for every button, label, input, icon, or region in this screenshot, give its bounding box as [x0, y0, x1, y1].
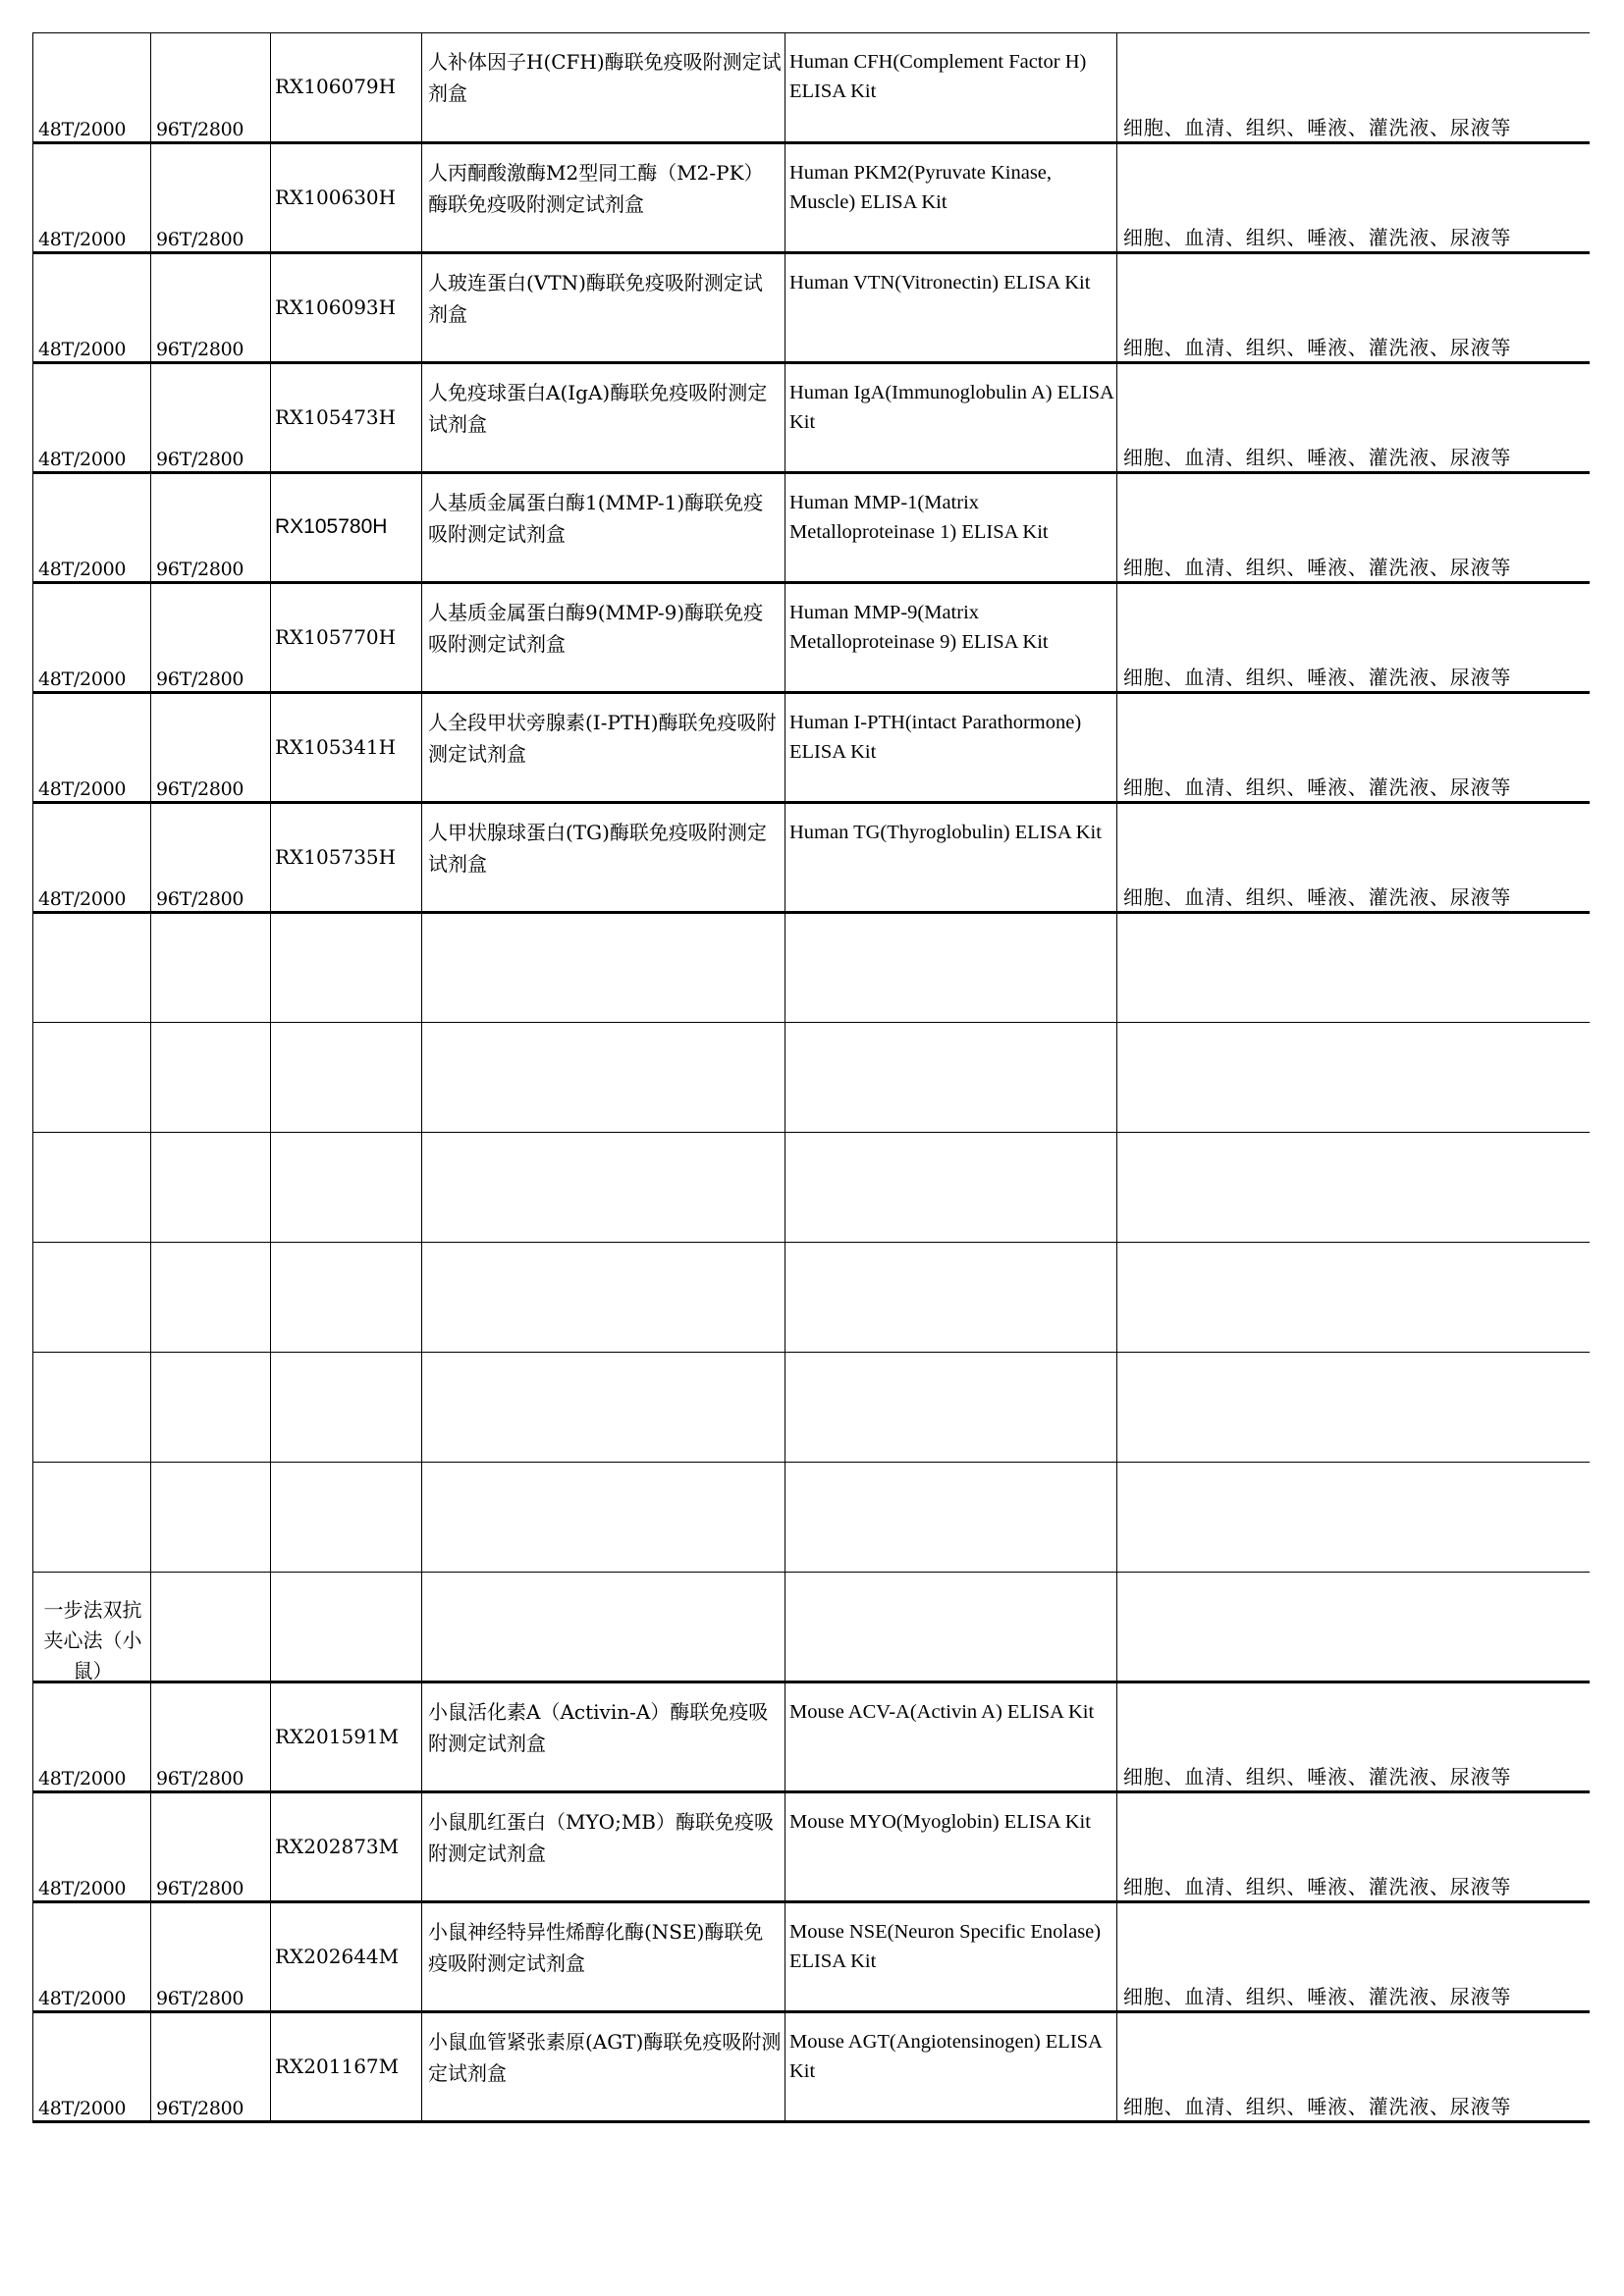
blank-row	[33, 1243, 1590, 1353]
product-name-en: Mouse AGT(Angiotensinogen) ELISA Kit	[789, 2031, 1102, 2082]
code-cell	[271, 253, 422, 363]
name-cn-cell	[422, 803, 785, 913]
pack-small: 48T/2000	[38, 778, 127, 800]
name-en-cell	[785, 583, 1117, 693]
pack-large-cell	[151, 693, 271, 803]
pack-large-cell	[151, 1682, 271, 1792]
product-code: RX202873M	[275, 1835, 400, 1858]
name-en-cell	[785, 363, 1117, 473]
pack-small-cell	[33, 1682, 151, 1792]
blank-row	[33, 1023, 1590, 1133]
pack-large: 96T/2800	[156, 1878, 244, 1899]
code-cell	[271, 33, 422, 143]
pack-small-cell	[33, 693, 151, 803]
table-row	[33, 473, 1590, 583]
name-cn-cell	[422, 473, 785, 583]
pack-large-cell	[151, 2012, 271, 2122]
sample-types: 细胞、血清、组织、唾液、灌洗液、尿液等	[1123, 116, 1512, 139]
blank-row	[33, 1463, 1590, 1573]
pack-small-cell	[33, 1792, 151, 1902]
samples-cell	[1117, 1902, 1590, 2012]
pack-small: 48T/2000	[38, 1878, 127, 1899]
product-code: RX202644M	[275, 1945, 400, 1968]
pack-small-cell	[33, 803, 151, 913]
table-row	[33, 693, 1590, 803]
name-en-cell	[785, 1682, 1117, 1792]
product-name-en: Human IgA(Immunoglobulin A) ELISA Kit	[789, 382, 1113, 433]
name-cn-cell	[422, 1792, 785, 1902]
pack-large: 96T/2800	[156, 778, 244, 800]
sample-types: 细胞、血清、组织、唾液、灌洗液、尿液等	[1123, 666, 1512, 689]
product-name-cn: 人基质金属蛋白酶1(MMP-1)酶联免疫吸附测定试剂盒	[428, 491, 764, 546]
pack-small: 48T/2000	[38, 119, 127, 140]
product-name-en: Human CFH(Complement Factor H) ELISA Kit	[789, 51, 1087, 102]
table-row	[33, 143, 1590, 253]
sample-types: 细胞、血清、组织、唾液、灌洗液、尿液等	[1123, 775, 1512, 799]
name-en-cell	[785, 2012, 1117, 2122]
samples-cell	[1117, 2012, 1590, 2122]
product-name-cn: 人甲状腺球蛋白(TG)酶联免疫吸附测定试剂盒	[428, 821, 767, 876]
samples-cell	[1117, 33, 1590, 143]
pack-large-cell	[151, 473, 271, 583]
product-name-cn: 小鼠活化素A（Activin-A）酶联免疫吸附测定试剂盒	[428, 1700, 769, 1755]
product-name-en: Mouse NSE(Neuron Specific Enolase) ELISA Kit	[789, 1921, 1102, 1972]
samples-cell	[1117, 473, 1590, 583]
name-cn-cell	[422, 1682, 785, 1792]
code-cell	[271, 583, 422, 693]
product-code: RX105735H	[275, 845, 397, 869]
name-cn-cell	[422, 253, 785, 363]
table-row	[33, 583, 1590, 693]
pack-small-cell	[33, 363, 151, 473]
name-en-cell	[785, 693, 1117, 803]
sample-types: 细胞、血清、组织、唾液、灌洗液、尿液等	[1123, 1765, 1512, 1789]
name-cn-cell	[422, 2012, 785, 2122]
code-cell	[271, 1792, 422, 1902]
pack-small: 48T/2000	[38, 229, 127, 250]
section-label: 一步法双抗夹心法（小鼠）	[43, 1598, 142, 1682]
pack-large-cell	[151, 803, 271, 913]
samples-cell	[1117, 1792, 1590, 1902]
product-name-en: Human VTN(Vitronectin) ELISA Kit	[789, 272, 1091, 294]
product-name-cn: 人免疫球蛋白A(IgA)酶联免疫吸附测定试剂盒	[428, 381, 768, 436]
product-table	[32, 32, 1590, 2123]
pack-large: 96T/2800	[156, 339, 244, 360]
samples-cell	[1117, 583, 1590, 693]
blank-row	[33, 913, 1590, 1023]
name-en-cell	[785, 473, 1117, 583]
name-en-cell	[785, 1902, 1117, 2012]
product-name-en: Mouse ACV-A(Activin A) ELISA Kit	[789, 1701, 1095, 1723]
product-name-en: Human MMP-1(Matrix Metalloproteinase 1) ELISA Kit	[789, 492, 1049, 543]
pack-large: 96T/2800	[156, 668, 244, 690]
pack-small-cell	[33, 253, 151, 363]
pack-small: 48T/2000	[38, 339, 127, 360]
product-code: RX105770H	[275, 625, 397, 649]
samples-cell	[1117, 253, 1590, 363]
product-name-cn: 人玻连蛋白(VTN)酶联免疫吸附测定试剂盒	[428, 271, 763, 326]
pack-large-cell	[151, 143, 271, 253]
pack-large: 96T/2800	[156, 2098, 244, 2119]
product-name-cn: 人补体因子H(CFH)酶联免疫吸附测定试剂盒	[428, 50, 782, 105]
pack-large-cell	[151, 253, 271, 363]
pack-large: 96T/2800	[156, 119, 244, 140]
pack-small-cell	[33, 33, 151, 143]
code-cell	[271, 1682, 422, 1792]
pack-small: 48T/2000	[38, 559, 127, 580]
product-name-en: Mouse MYO(Myoglobin) ELISA Kit	[789, 1811, 1091, 1833]
product-code: RX100630H	[275, 186, 397, 209]
table-row	[33, 253, 1590, 363]
product-name-cn: 人丙酮酸激酶M2型同工酶（M2-PK）酶联免疫吸附测定试剂盒	[428, 161, 764, 216]
sample-types: 细胞、血清、组织、唾液、灌洗液、尿液等	[1123, 446, 1512, 469]
sample-types: 细胞、血清、组织、唾液、灌洗液、尿液等	[1123, 2095, 1512, 2118]
product-code: RX106079H	[275, 75, 397, 98]
table-row	[33, 803, 1590, 913]
pack-large-cell	[151, 363, 271, 473]
pack-small-cell	[33, 2012, 151, 2122]
table-row	[33, 1902, 1590, 2012]
product-code: RX201591M	[275, 1725, 400, 1748]
table-row	[33, 2012, 1590, 2122]
name-cn-cell	[422, 363, 785, 473]
code-cell	[271, 2012, 422, 2122]
product-code: RX106093H	[275, 295, 397, 319]
sample-types: 细胞、血清、组织、唾液、灌洗液、尿液等	[1123, 226, 1512, 249]
pack-large: 96T/2800	[156, 1988, 244, 2009]
pack-small: 48T/2000	[38, 888, 127, 910]
name-en-cell	[785, 803, 1117, 913]
code-cell	[271, 473, 422, 583]
pack-small: 48T/2000	[38, 1768, 127, 1789]
name-cn-cell	[422, 1902, 785, 2012]
pack-large-cell	[151, 1902, 271, 2012]
pack-large-cell	[151, 33, 271, 143]
samples-cell	[1117, 143, 1590, 253]
name-en-cell	[785, 253, 1117, 363]
sample-types: 细胞、血清、组织、唾液、灌洗液、尿液等	[1123, 556, 1512, 579]
name-en-cell	[785, 143, 1117, 253]
name-cn-cell	[422, 693, 785, 803]
code-cell	[271, 693, 422, 803]
section-row	[33, 1573, 1590, 1682]
name-en-cell	[785, 1792, 1117, 1902]
product-code: RX201167M	[275, 2055, 400, 2078]
product-name-cn: 小鼠血管紧张素原(AGT)酶联免疫吸附测定试剂盒	[428, 2030, 782, 2085]
sample-types: 细胞、血清、组织、唾液、灌洗液、尿液等	[1123, 1985, 1512, 2008]
sample-types: 细胞、血清、组织、唾液、灌洗液、尿液等	[1123, 1875, 1512, 1898]
name-cn-cell	[422, 143, 785, 253]
code-cell	[271, 143, 422, 253]
product-name-en: Human I-PTH(intact Parathormone) ELISA Kit	[789, 712, 1082, 763]
product-table-body	[33, 33, 1590, 2122]
samples-cell	[1117, 693, 1590, 803]
product-name-en: Human MMP-9(Matrix Metalloproteinase 9) ELISA Kit	[789, 602, 1049, 653]
pack-large-cell	[151, 1792, 271, 1902]
product-code: RX105341H	[275, 735, 397, 759]
code-cell	[271, 803, 422, 913]
pack-small-cell	[33, 1902, 151, 2012]
product-name-cn: 人基质金属蛋白酶9(MMP-9)酶联免疫吸附测定试剂盒	[428, 601, 764, 656]
name-cn-cell	[422, 583, 785, 693]
pack-large: 96T/2800	[156, 559, 244, 580]
samples-cell	[1117, 803, 1590, 913]
pack-small: 48T/2000	[38, 668, 127, 690]
samples-cell	[1117, 1682, 1590, 1792]
pack-small: 48T/2000	[38, 2098, 127, 2119]
pack-large: 96T/2800	[156, 449, 244, 470]
pack-large: 96T/2800	[156, 888, 244, 910]
sample-types: 细胞、血清、组织、唾液、灌洗液、尿液等	[1123, 336, 1512, 359]
blank-row	[33, 1133, 1590, 1243]
pack-small: 48T/2000	[38, 449, 127, 470]
pack-large: 96T/2800	[156, 1768, 244, 1789]
code-cell	[271, 363, 422, 473]
code-cell	[271, 1902, 422, 2012]
product-name-en: Human PKM2(Pyruvate Kinase, Muscle) ELISA Kit	[789, 162, 1053, 213]
product-name-cn: 小鼠肌红蛋白（MYO;MB）酶联免疫吸附测定试剂盒	[428, 1810, 774, 1865]
pack-small-cell	[33, 143, 151, 253]
pack-large: 96T/2800	[156, 229, 244, 250]
sample-types: 细胞、血清、组织、唾液、灌洗液、尿液等	[1123, 885, 1512, 909]
table-row	[33, 33, 1590, 143]
product-name-en: Human TG(Thyroglobulin) ELISA Kit	[789, 822, 1102, 843]
table-row	[33, 1792, 1590, 1902]
table-row	[33, 1682, 1590, 1792]
product-code: RX105473H	[275, 405, 397, 429]
name-cn-cell	[422, 33, 785, 143]
table-row	[33, 363, 1590, 473]
name-en-cell	[785, 33, 1117, 143]
product-code: RX105780H	[275, 515, 388, 538]
pack-small: 48T/2000	[38, 1988, 127, 2009]
product-name-cn: 小鼠神经特异性烯醇化酶(NSE)酶联免疫吸附测定试剂盒	[428, 1920, 764, 1975]
pack-small-cell	[33, 583, 151, 693]
pack-small-cell	[33, 473, 151, 583]
section-label-cell	[33, 1573, 151, 1682]
samples-cell	[1117, 363, 1590, 473]
blank-row	[33, 1353, 1590, 1463]
product-name-cn: 人全段甲状旁腺素(I-PTH)酶联免疫吸附测定试剂盒	[428, 711, 777, 766]
pack-large-cell	[151, 583, 271, 693]
